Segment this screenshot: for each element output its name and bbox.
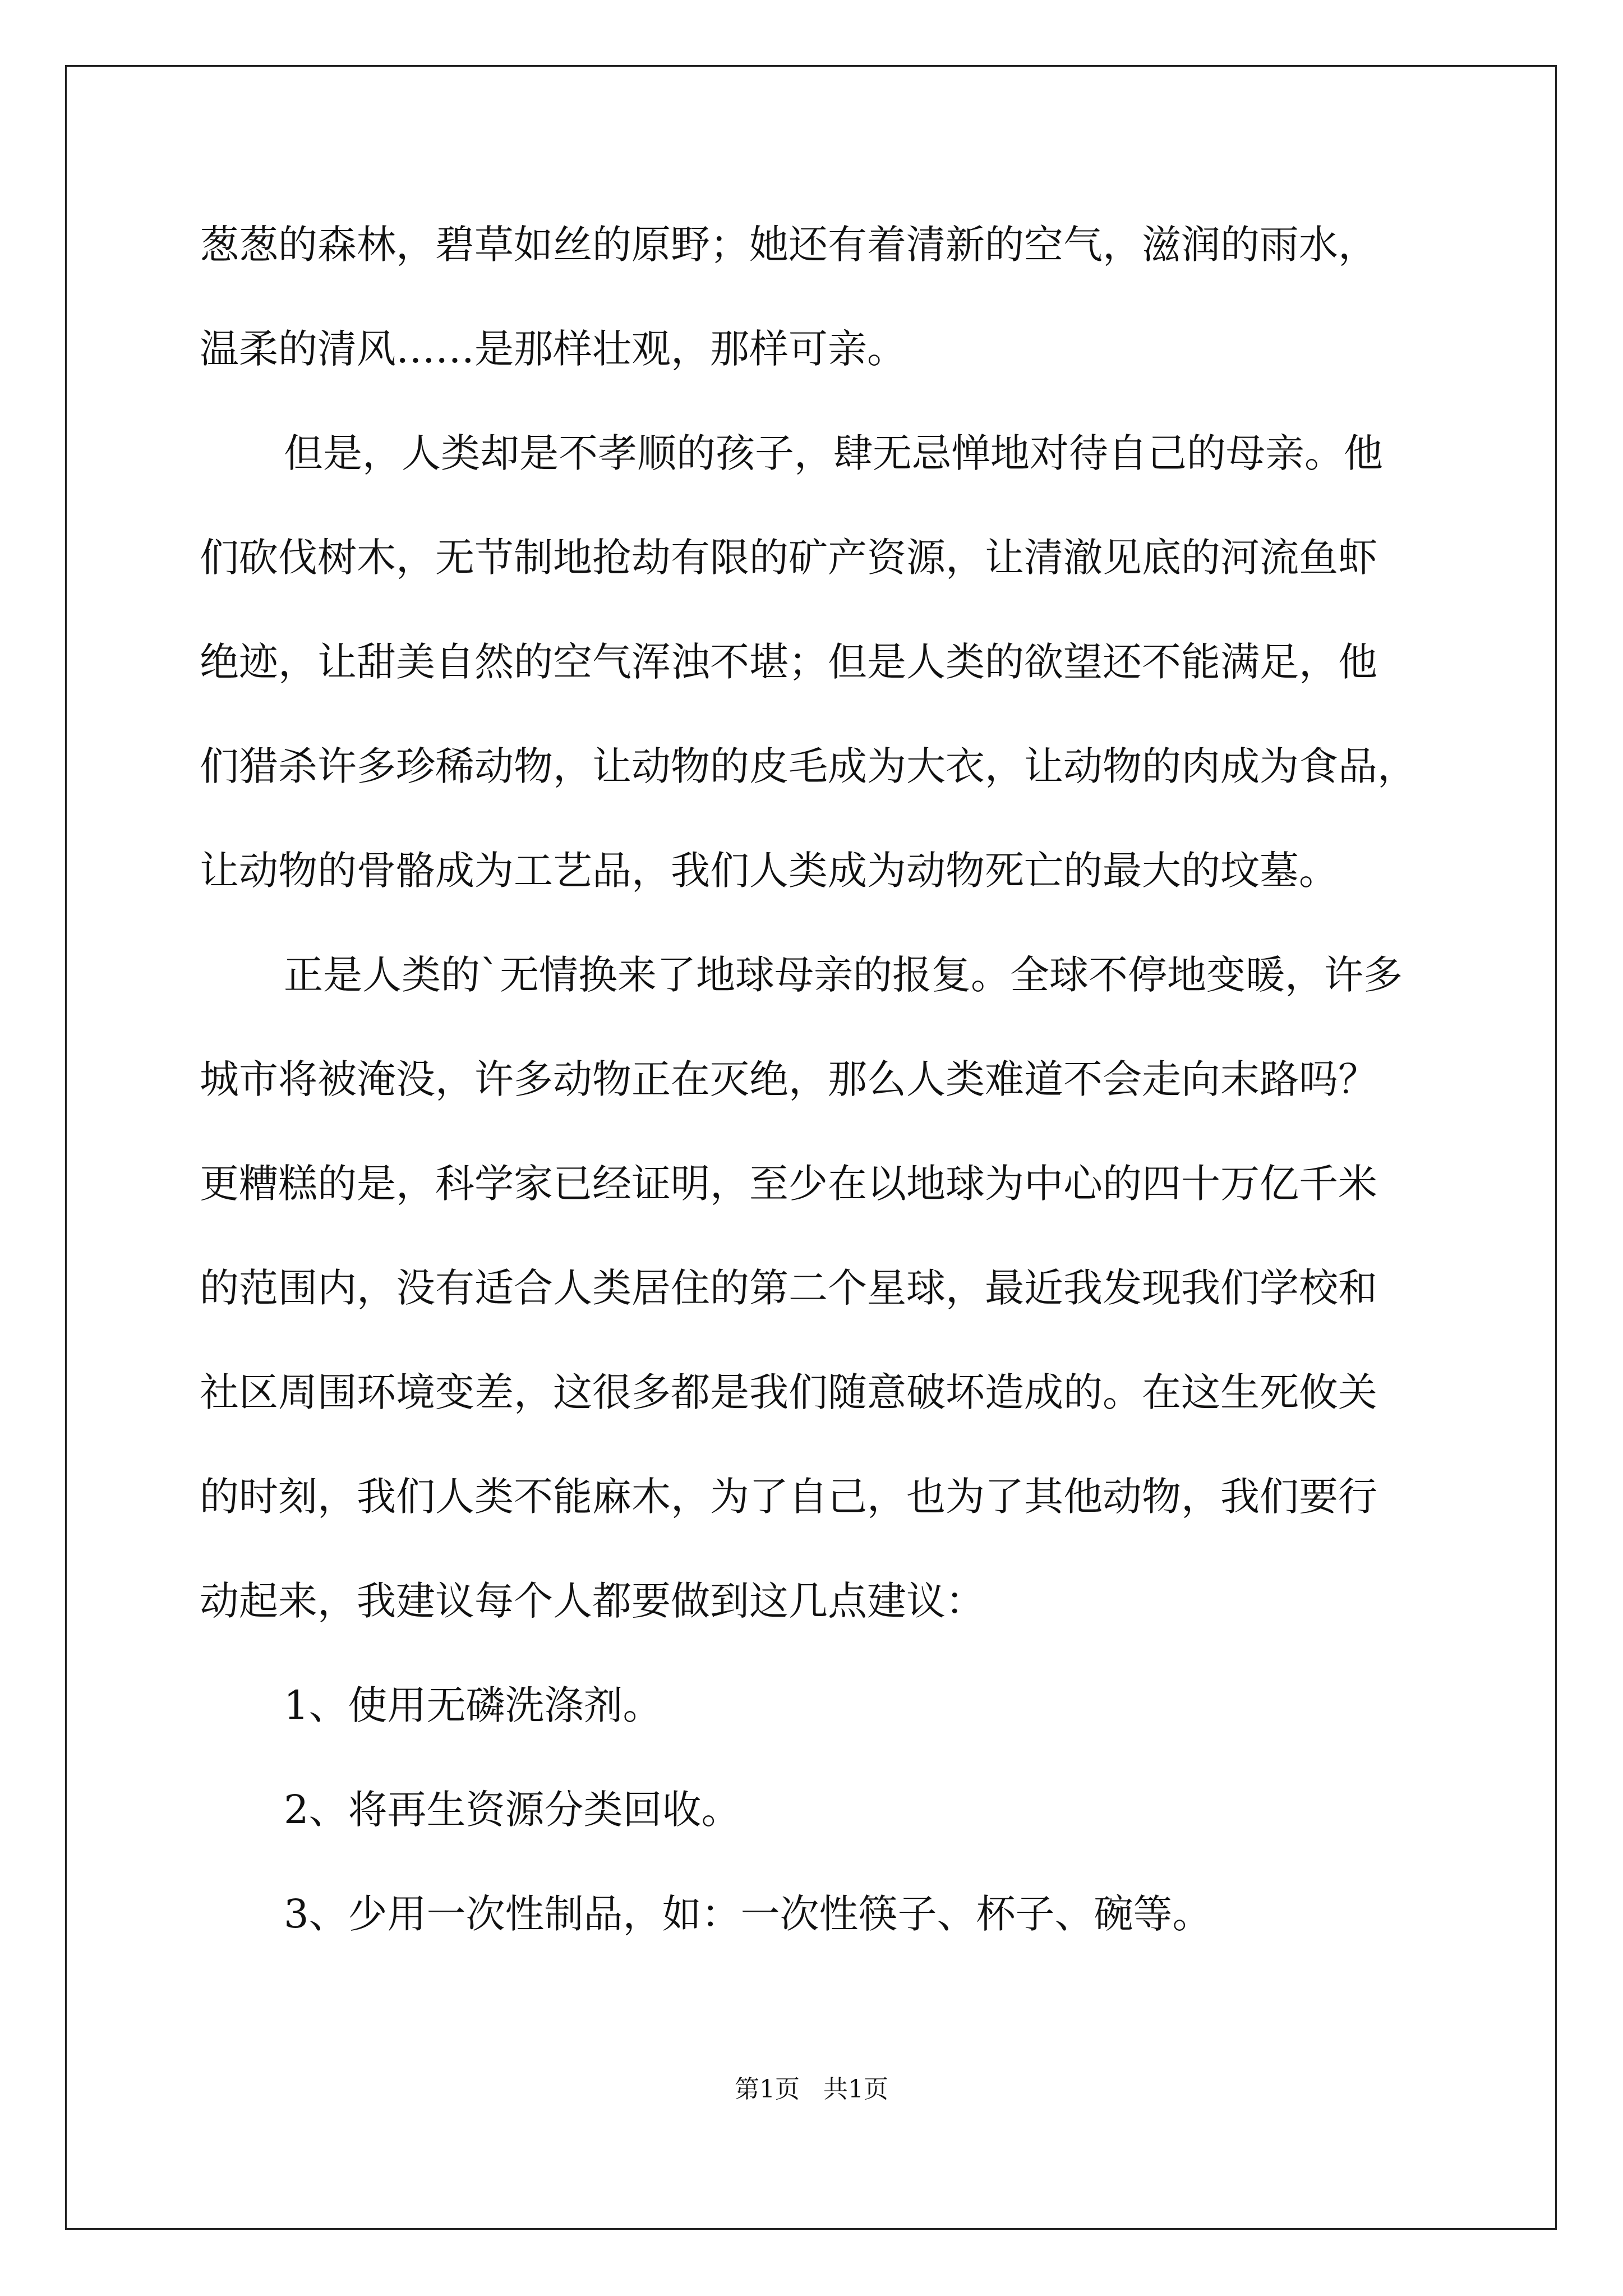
text-line: 温柔的清风……是那样壮观，那样可亲。 [200,326,906,372]
text-line: 动起来，我建议每个人都要做到这几点建议： [200,1578,985,1624]
text-line: 绝迹，让甜美自然的空气浑浊不堪；但是人类的欲望还不能满足，他 [200,639,1377,685]
text-line: 们猎杀许多珍稀动物，让动物的皮毛成为大衣，让动物的肉成为食品， [200,743,1417,789]
text-line: 们砍伐树木，无节制地抢劫有限的矿产资源，让清澈见底的河流鱼虾 [200,535,1377,581]
list-item: 2、将再生资源分类回收。 [284,1787,741,1833]
text-line: 葱葱的森林，碧草如丝的原野；她还有着清新的空气，滋润的雨水， [200,222,1377,268]
list-item: 1、使用无磷洗涤剂。 [284,1682,662,1728]
text-line: 的范围内，没有适合人类居住的第二个星球，最近我发现我们学校和 [200,1265,1377,1311]
text-line: 的时刻，我们人类不能麻木，为了自己，也为了其他动物，我们要行 [200,1474,1377,1520]
paragraph-start-line: 正是人类的`无情换来了地球母亲的报复。全球不停地变暖，许多 [284,952,1403,998]
document-body [200,217,1450,1990]
page-footer: 第1页 共1页 [735,2075,888,2104]
paragraph-start-line: 但是，人类却是不孝顺的孩子，肆无忌惮地对待自己的母亲。他 [284,430,1383,476]
text-line: 城市将被淹没，许多动物正在灭绝，那么人类难道不会走向末路吗？ [200,1056,1377,1102]
text-line: 让动物的骨骼成为工艺品，我们人类成为动物死亡的最大的坟墓。 [200,848,1338,894]
text-line: 社区周围环境变差，这很多都是我们随意破坏造成的。在这生死攸关 [200,1369,1377,1415]
text-line: 更糟糕的是，科学家已经证明，至少在以地球为中心的四十万亿千米 [200,1161,1377,1207]
list-item: 3、少用一次性制品，如：一次性筷子、杯子、碗等。 [284,1891,1212,1937]
